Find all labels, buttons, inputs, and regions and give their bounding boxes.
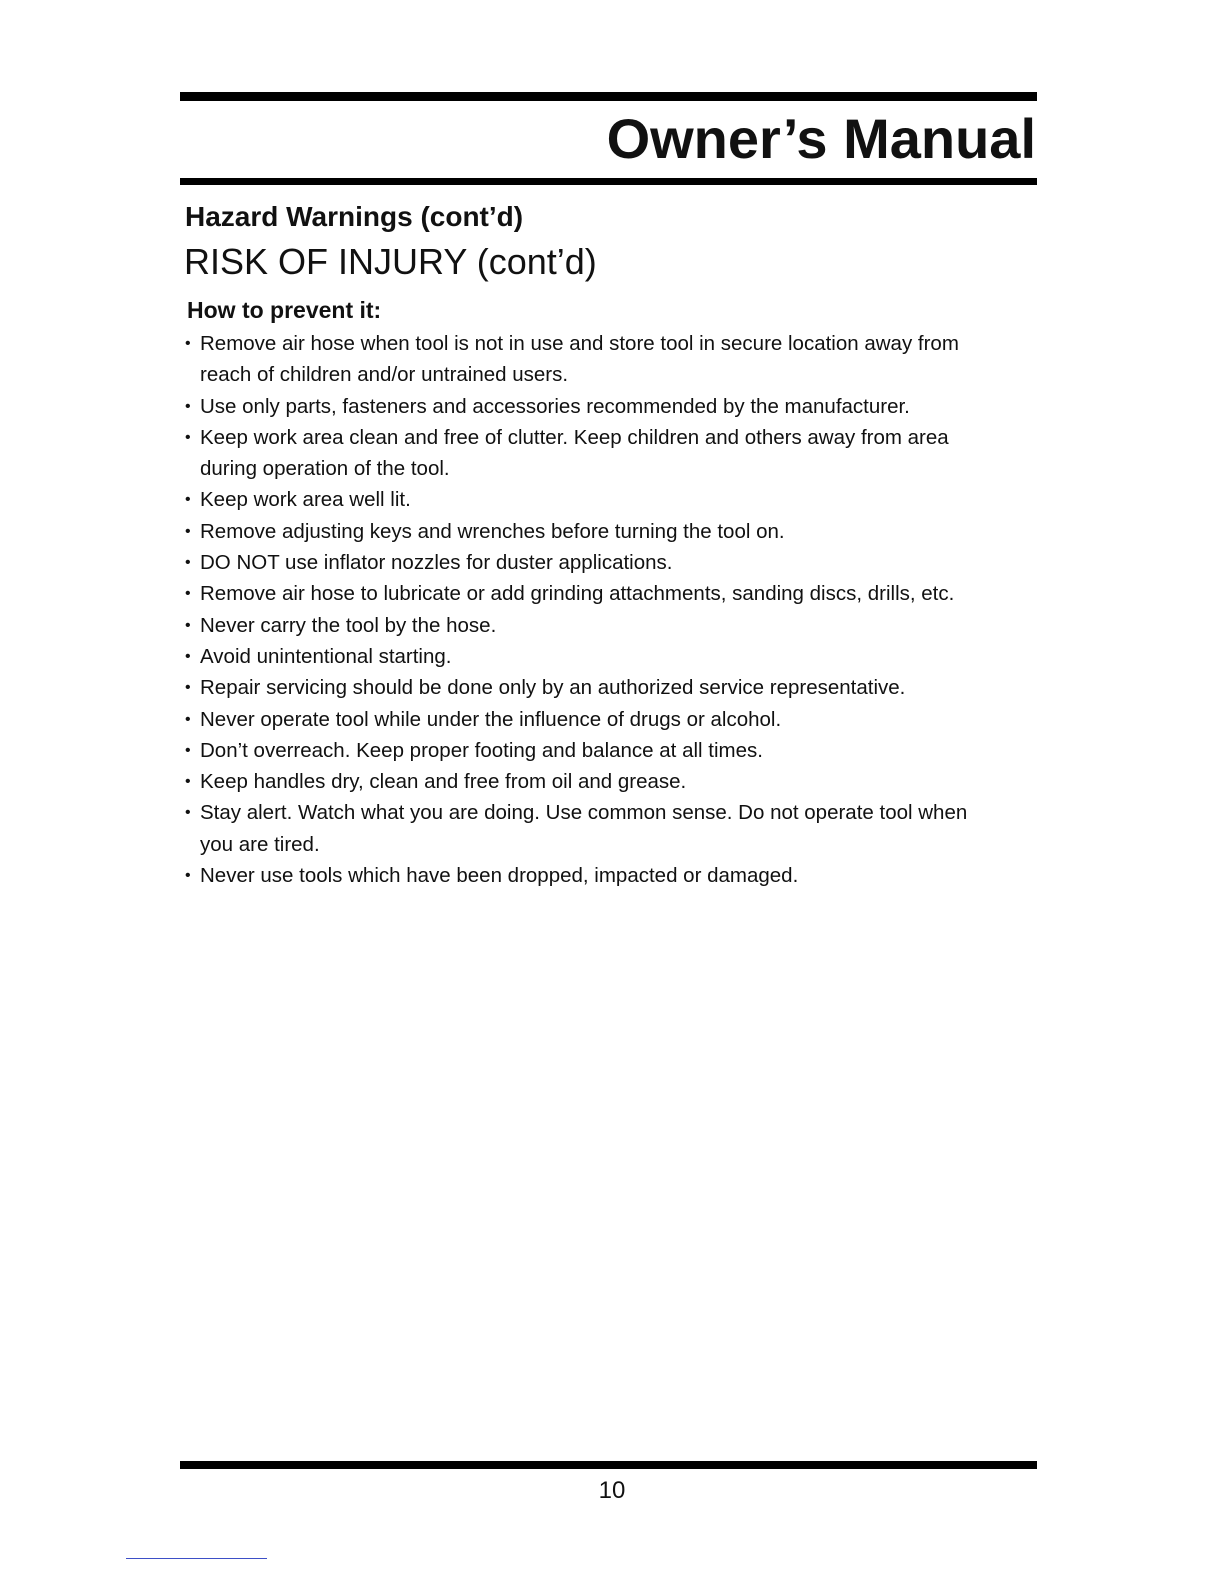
bullet-icon: • — [185, 335, 191, 352]
warning-item — [185, 672, 1055, 703]
bullet-icon: • — [185, 616, 191, 634]
warning-text: Avoid unintentional starting. — [200, 644, 452, 668]
warning-item — [185, 735, 1055, 766]
warning-item — [185, 578, 1055, 609]
warning-item — [185, 328, 1055, 391]
section-subtitle: RISK OF INJURY (cont’d) — [184, 241, 597, 282]
bullet-icon: • — [185, 710, 191, 728]
warning-text: Remove air hose when tool is not in use and store tool in secure location away from reach of children and/or untrained users. — [200, 332, 959, 387]
warning-text: Keep handles dry, clean and free from oil and grease. — [200, 770, 687, 794]
bullet-icon: • — [185, 679, 191, 697]
section-title: Hazard Warnings (cont’d) — [185, 201, 524, 232]
bullet-icon: • — [185, 585, 191, 603]
warning-text: Never carry the tool by the hose. — [200, 613, 497, 637]
warning-text: Don’t overreach. Keep proper footing and balance at all times. — [200, 738, 763, 762]
warning-item — [185, 422, 1055, 485]
page-number: 10 — [598, 1477, 626, 1504]
warning-text: DO NOT use inflator nozzles for duster applications. — [200, 551, 673, 575]
warning-text: Use only parts, fasteners and accessories recommended by the manufacturer. — [200, 394, 910, 418]
warning-text: Keep work area clean and free of clutter. Keep children and others away from area during operation of the tool. — [200, 425, 949, 481]
warning-text: Never operate tool while under the influence of drugs or alcohol. — [200, 707, 782, 731]
bullet-icon: • — [185, 804, 191, 822]
bullet-icon: • — [185, 397, 191, 415]
footer-rule — [180, 1461, 1037, 1469]
bullet-icon: • — [185, 741, 191, 759]
warning-item — [185, 391, 1055, 422]
warning-item — [185, 484, 1055, 515]
bullet-icon: • — [185, 522, 191, 540]
warning-item — [185, 641, 1055, 672]
warning-item — [185, 547, 1055, 578]
warning-text: Stay alert. Watch what you are doing. Use common sense. Do not operate tool when you are tired. — [200, 801, 968, 856]
prevent-heading: How to prevent it: — [187, 297, 382, 323]
bullet-icon: • — [185, 867, 191, 885]
header-rule-bottom — [180, 178, 1037, 185]
corner-mark-line — [126, 1558, 267, 1559]
bullet-icon: • — [185, 773, 191, 791]
warning-list — [185, 328, 1055, 891]
warning-text: Remove air hose to lubricate or add grinding attachments, sanding discs, drills, etc. — [200, 582, 955, 606]
warning-item — [185, 860, 1055, 891]
warning-item — [185, 704, 1055, 735]
warning-item — [185, 766, 1055, 797]
warning-text: Repair servicing should be done only by an authorized service representative. — [200, 676, 906, 700]
bullet-icon: • — [185, 428, 191, 446]
warning-item — [185, 610, 1055, 641]
header-rule-top — [180, 92, 1037, 101]
bullet-icon: • — [185, 554, 191, 572]
bullet-icon: • — [185, 491, 191, 509]
warning-text: Never use tools which have been dropped, impacted or damaged. — [200, 864, 799, 888]
warning-text: Remove adjusting keys and wrenches before turning the tool on. — [200, 519, 785, 543]
manual-title: Owner’s Manual — [606, 107, 1036, 170]
warning-item — [185, 516, 1055, 547]
warning-item — [185, 797, 1055, 860]
warning-text: Keep work area well lit. — [200, 488, 411, 512]
bullet-icon: • — [185, 647, 191, 665]
